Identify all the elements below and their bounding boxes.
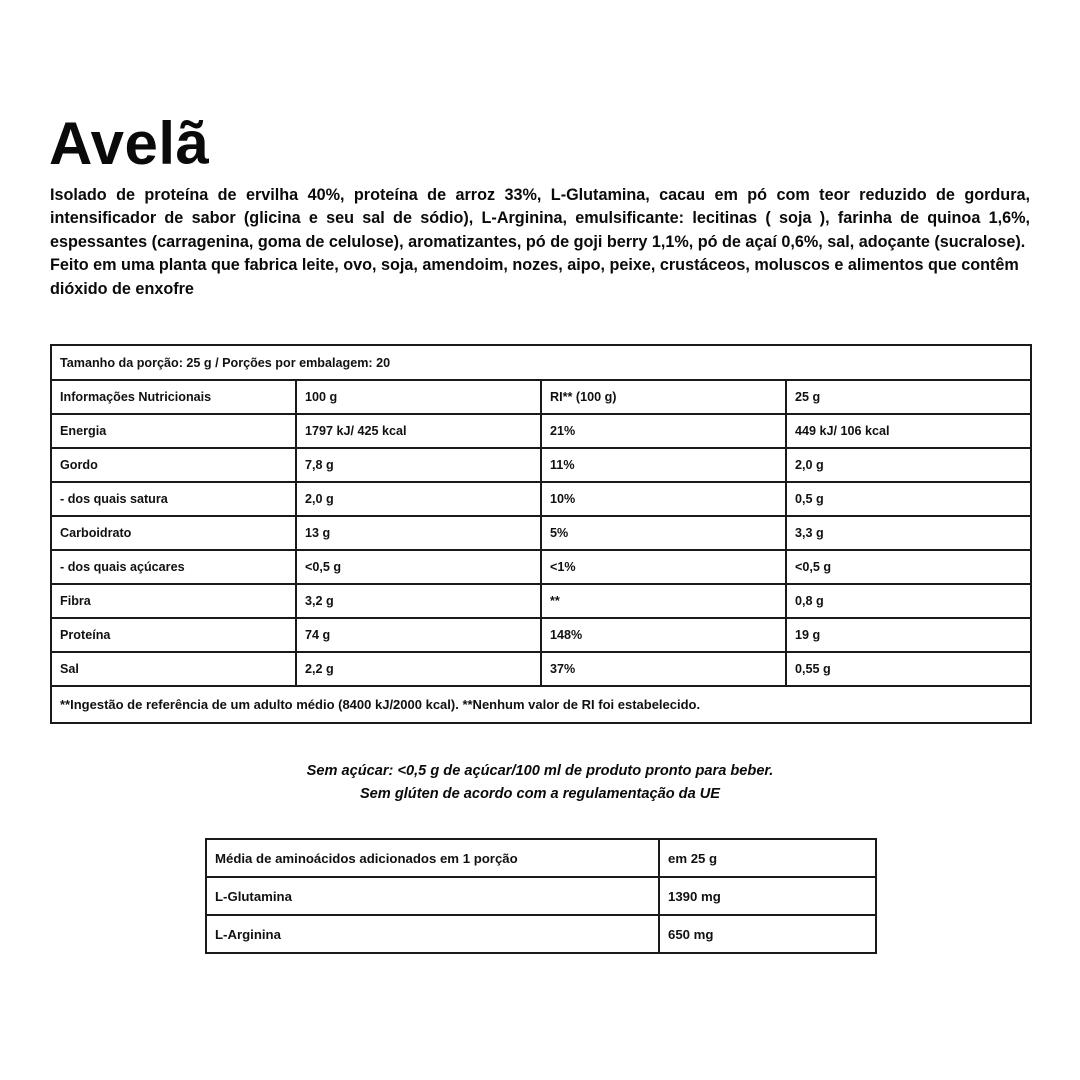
- value-per-100g: 74 g: [296, 618, 541, 652]
- value-per-100g: 7,8 g: [296, 448, 541, 482]
- nutrition-header-row: [51, 380, 1031, 414]
- nutrient-name: Fibra: [51, 584, 296, 618]
- value-per-100g: 1797 kJ/ 425 kcal: [296, 414, 541, 448]
- value-per-serving: 449 kJ/ 106 kcal: [786, 414, 1031, 448]
- value-per-serving: 3,3 g: [786, 516, 1031, 550]
- value-per-100g: 3,2 g: [296, 584, 541, 618]
- nutrient-name: Proteína: [51, 618, 296, 652]
- allergen-notice: Feito em uma planta que fabrica leite, ovo, soja, amendoim, nozes, aipo, peixe, crustáceos, moluscos e alimentos que contêm dióxido de enxofre: [50, 256, 1019, 298]
- value-per-serving: 0,5 g: [786, 482, 1031, 516]
- ingredients-section: [50, 184, 1030, 301]
- nutrient-name: Sal: [51, 652, 296, 686]
- table-row: [51, 482, 1031, 516]
- value-per-serving: <0,5 g: [786, 550, 1031, 584]
- value-ri: 148%: [541, 618, 786, 652]
- nutrition-table: [50, 344, 1032, 724]
- table-row: [51, 550, 1031, 584]
- amino-amount: 1390 mg: [659, 877, 876, 915]
- product-title: Avelã: [49, 110, 210, 177]
- value-per-serving: 19 g: [786, 618, 1031, 652]
- nutrient-name: - dos quais satura: [51, 482, 296, 516]
- gluten-free-claim: Sem glúten de acordo com a regulamentação da UE: [359, 785, 721, 802]
- claims-section: [0, 760, 1080, 805]
- nutrient-name: Energia: [51, 414, 296, 448]
- value-per-100g: 2,0 g: [296, 482, 541, 516]
- header-per-serving: 25 g: [786, 380, 1031, 414]
- table-row: [51, 516, 1031, 550]
- value-ri: <1%: [541, 550, 786, 584]
- amino-acids-table: [205, 838, 877, 954]
- value-per-serving: 0,8 g: [786, 584, 1031, 618]
- value-ri: **: [541, 584, 786, 618]
- footnote-row: [51, 686, 1031, 723]
- value-per-100g: <0,5 g: [296, 550, 541, 584]
- table-row: [51, 448, 1031, 482]
- nutrient-name: Gordo: [51, 448, 296, 482]
- amino-header-row: [206, 839, 876, 877]
- value-per-100g: 13 g: [296, 516, 541, 550]
- table-row: [51, 414, 1031, 448]
- header-nutrient: Informações Nutricionais: [51, 380, 296, 414]
- amino-header-label: Média de aminoácidos adicionados em 1 porção: [206, 839, 659, 877]
- value-per-serving: 0,55 g: [786, 652, 1031, 686]
- sugar-free-claim: Sem açúcar: <0,5 g de açúcar/100 ml de produto pronto para beber.: [306, 763, 774, 779]
- value-ri: 10%: [541, 482, 786, 516]
- value-ri: 21%: [541, 414, 786, 448]
- amino-name: L-Arginina: [206, 915, 659, 953]
- ingredients-list: Isolado de proteína de ervilha 40%, proteína de arroz 33%, L-Glutamina, cacau em pó com teor reduzido de gordura, intensificador de sabor (glicina e seu sal de sódio), L-Arginina, emulsificante: lecitinas ( soja ), farinha de quinoa 1,6%, espessantes (carragenina, goma de celulose), aromatizantes, pó de goji berry 1,1%, pó de açaí 0,6%, sal, adoçante (sucralose).: [50, 186, 1030, 251]
- value-per-100g: 2,2 g: [296, 652, 541, 686]
- serving-info-row: [51, 345, 1031, 380]
- table-row: [206, 877, 876, 915]
- value-ri: 11%: [541, 448, 786, 482]
- nutrient-name: Carboidrato: [51, 516, 296, 550]
- ri-footnote: **Ingestão de referência de um adulto médio (8400 kJ/2000 kcal). **Nenhum valor de RI foi estabelecido.: [51, 686, 1031, 723]
- header-ri: RI** (100 g): [541, 380, 786, 414]
- header-per-100g: 100 g: [296, 380, 541, 414]
- table-row: [51, 584, 1031, 618]
- value-ri: 37%: [541, 652, 786, 686]
- serving-info: Tamanho da porção: 25 g / Porções por embalagem: 20: [51, 345, 1031, 380]
- table-row: [206, 915, 876, 953]
- amino-amount: 650 mg: [659, 915, 876, 953]
- value-ri: 5%: [541, 516, 786, 550]
- value-per-serving: 2,0 g: [786, 448, 1031, 482]
- nutrient-name: - dos quais açúcares: [51, 550, 296, 584]
- table-row: [51, 618, 1031, 652]
- amino-header-amount: em 25 g: [659, 839, 876, 877]
- amino-name: L-Glutamina: [206, 877, 659, 915]
- table-row: [51, 652, 1031, 686]
